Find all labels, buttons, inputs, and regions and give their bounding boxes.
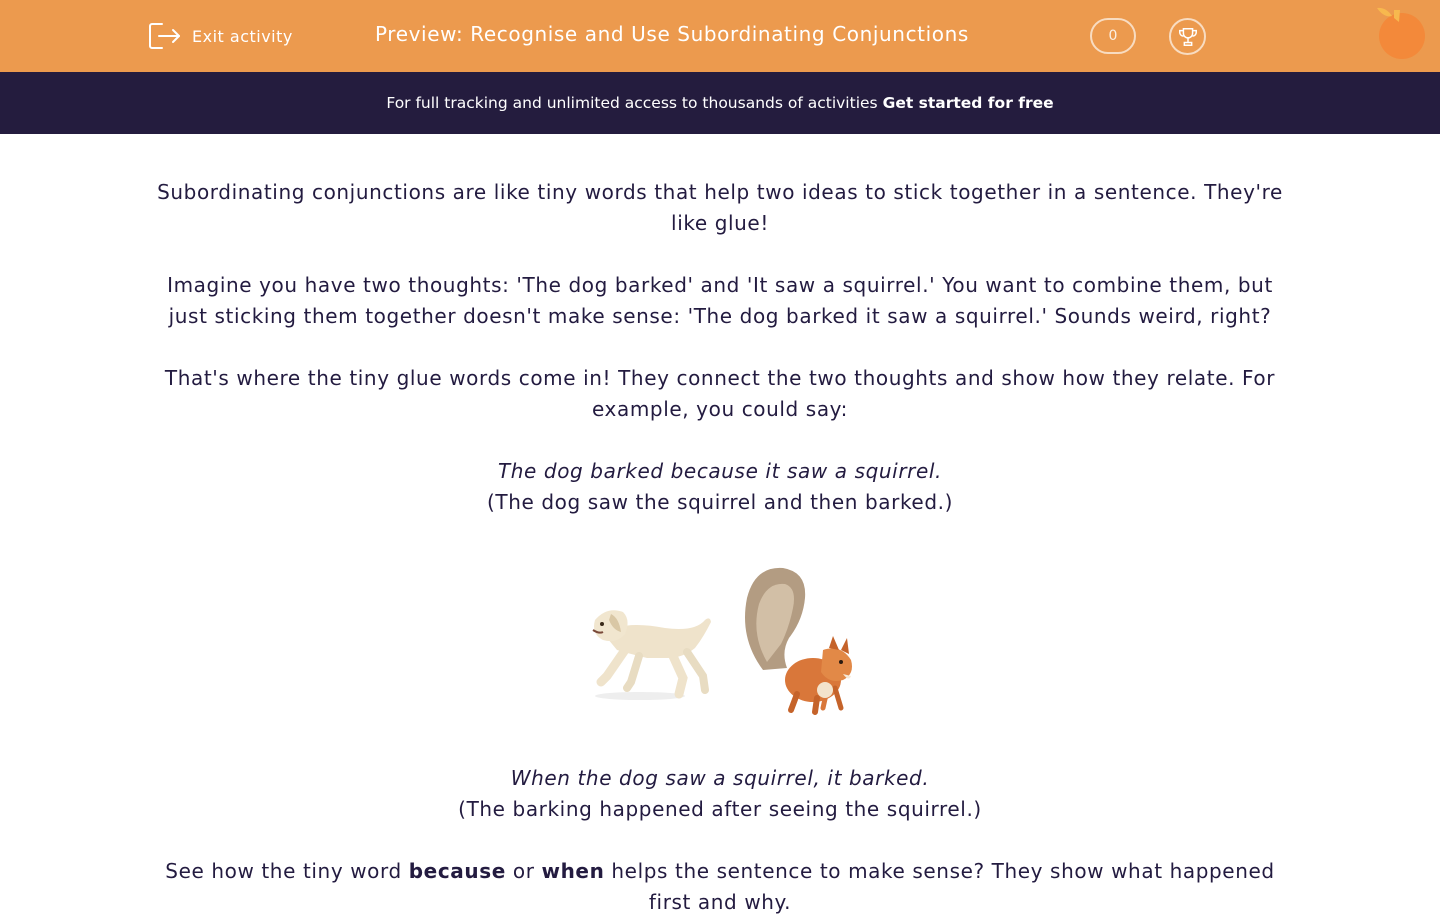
exit-activity-button[interactable] [148,20,293,52]
conclusion-or: or [512,859,535,883]
example-sentence-1: The dog barked because it saw a squirrel. [497,459,943,483]
page-title: Preview: Recognise and Use Subordinating Conjunctions [375,22,969,46]
intro-paragraph: Subordinating conjunctions are like tiny words that help two ideas to stick together in a sentence. They're like glue! [157,180,1283,235]
conclusion-start: See how the tiny word [165,859,402,883]
keyword-because: because [408,859,506,883]
conclusion-end: helps the sentence to make sense? They show what happened first and why. [611,859,1275,914]
example-note-2: (The barking happened after seeing the squirrel.) [458,797,982,821]
dog-squirrel-image [150,553,1290,733]
trophy-icon [1177,26,1199,48]
lesson-content [150,177,1290,918]
signup-banner [0,72,1440,134]
example-note-1: (The dog saw the squirrel and then barked.) [487,490,953,514]
exit-icon [148,21,182,51]
example-problem-paragraph: Imagine you have two thoughts: 'The dog barked' and 'It saw a squirrel.' You want to combine them, but just sticking them together doesn't make sense: 'The dog barked it saw a squirrel.' Sounds weird, right? [167,273,1273,328]
conclusion-paragraph [150,856,1290,918]
orange-logo-icon [1372,4,1428,60]
keyword-when: when [541,859,605,883]
example-sentence-2: When the dog saw a squirrel, it barked. [510,766,930,790]
score-badge: 0 [1090,18,1136,54]
glue-words-paragraph: That's where the tiny glue words come in! They connect the two thoughts and show how they relate. For example, you could say: [164,366,1276,421]
get-started-link[interactable]: Get started for free [882,94,1054,112]
exit-activity-label: Exit activity [192,26,293,46]
dog-illustration [593,610,711,700]
top-bar [0,0,1440,72]
banner-text: For full tracking and unlimited access to thousands of activities [386,94,878,112]
squirrel-illustration [745,568,852,712]
trophy-button[interactable] [1169,18,1206,55]
